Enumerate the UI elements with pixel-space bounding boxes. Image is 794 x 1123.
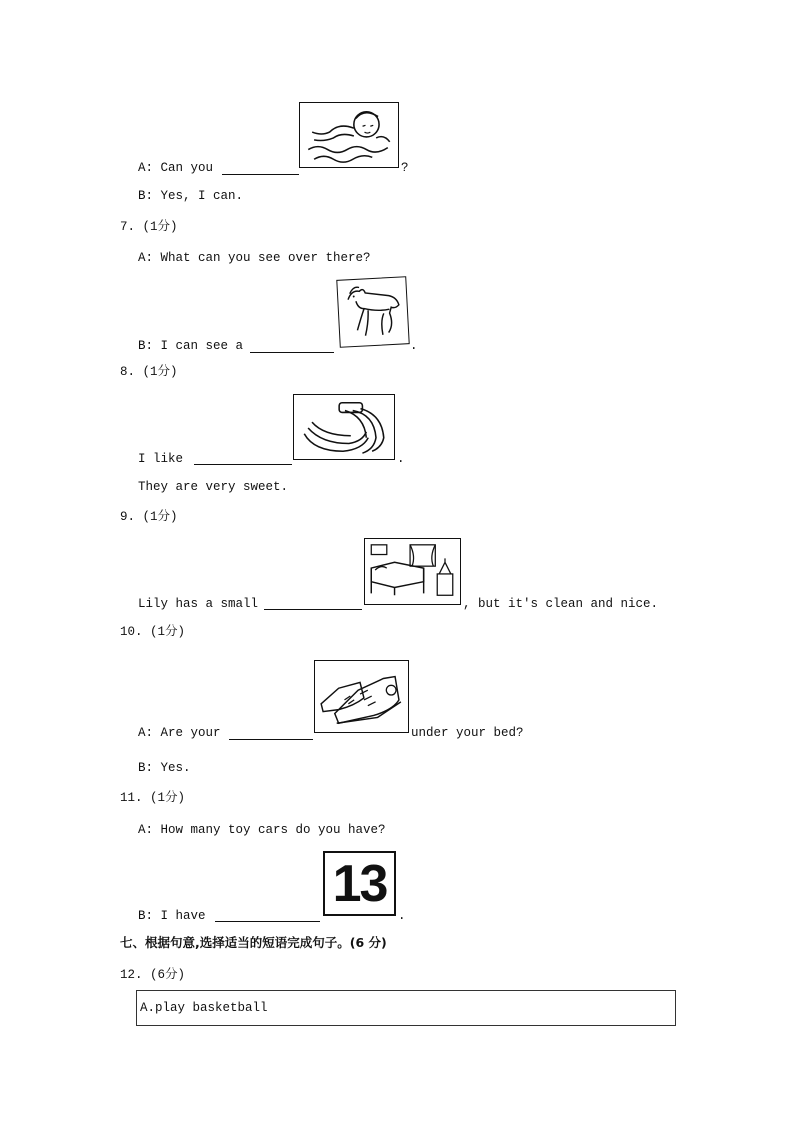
q6-a-prefix: A: Can you (138, 161, 214, 175)
q7-answer-b-prefix: B: I can see a (138, 339, 244, 353)
q8-answer-blank[interactable] (194, 464, 292, 465)
q11-header (120, 790, 185, 806)
q10-header (120, 624, 185, 640)
q6-answer-b: B: Yes, I can. (138, 189, 244, 203)
q8-number: 8. (120, 365, 136, 379)
q7-b-suffix: . (410, 339, 418, 353)
q6-a-suffix: ? (401, 161, 409, 175)
q7-question-a: A: What can you see over there? (138, 251, 371, 265)
q9-header (120, 509, 178, 525)
q11-number: 11. (120, 791, 143, 805)
sneakers-picture (314, 660, 409, 733)
q6-answer-blank[interactable] (222, 174, 299, 175)
number-13: 13 (332, 854, 387, 913)
q7-number: 7. (120, 220, 136, 234)
q11-question-a: A: How many toy cars do you have? (138, 823, 386, 837)
bedroom-picture (364, 538, 461, 605)
horse-picture (336, 276, 409, 348)
q12-number: 12. (120, 968, 143, 982)
q11-answer-blank[interactable] (215, 921, 320, 922)
section-7-heading: 七、根据句意,选择适当的短语完成句子。(6 分) (120, 935, 387, 950)
q10-answer-blank[interactable] (229, 739, 313, 740)
q7-header (120, 219, 178, 235)
q11-b-prefix: B: I have (138, 909, 206, 923)
q9-suffix: , but it's clean and nice. (463, 597, 659, 611)
q8-score: (1分) (142, 365, 178, 379)
q10-answer-b: B: Yes. (138, 761, 191, 775)
q8-header (120, 364, 178, 380)
q7-score: (1分) (142, 220, 178, 234)
q6-question-a (138, 160, 213, 176)
q7-answer-blank[interactable] (250, 352, 334, 353)
q12-header (120, 967, 185, 983)
q11-b-suffix: . (398, 909, 406, 923)
q12-score: (6分) (150, 968, 186, 982)
q10-a-prefix: A: Are your (138, 726, 221, 740)
q9-answer-blank[interactable] (264, 609, 362, 610)
q10-score: (1分) (150, 625, 186, 639)
swimming-picture (299, 102, 399, 168)
q8-prefix: I like (138, 452, 184, 466)
q8-suffix: . (397, 452, 405, 466)
q12-options-box (136, 990, 676, 1026)
q10-a-suffix: under your bed? (411, 726, 524, 740)
q9-score: (1分) (142, 510, 178, 524)
q11-score: (1分) (150, 791, 186, 805)
sneakers-icon (315, 661, 408, 732)
horse-icon (337, 277, 408, 346)
q9-prefix: Lily has a small (138, 597, 259, 611)
q9-number: 9. (120, 510, 136, 524)
q10-number: 10. (120, 625, 143, 639)
q8-line2: They are very sweet. (138, 480, 289, 494)
bananas-picture (293, 394, 395, 460)
bananas-icon (294, 395, 394, 459)
swimming-boy-icon (300, 103, 398, 167)
number-thirteen-picture (323, 851, 396, 916)
q12-option-a[interactable]: A.play basketball (140, 1001, 268, 1015)
bedroom-icon (365, 539, 460, 604)
